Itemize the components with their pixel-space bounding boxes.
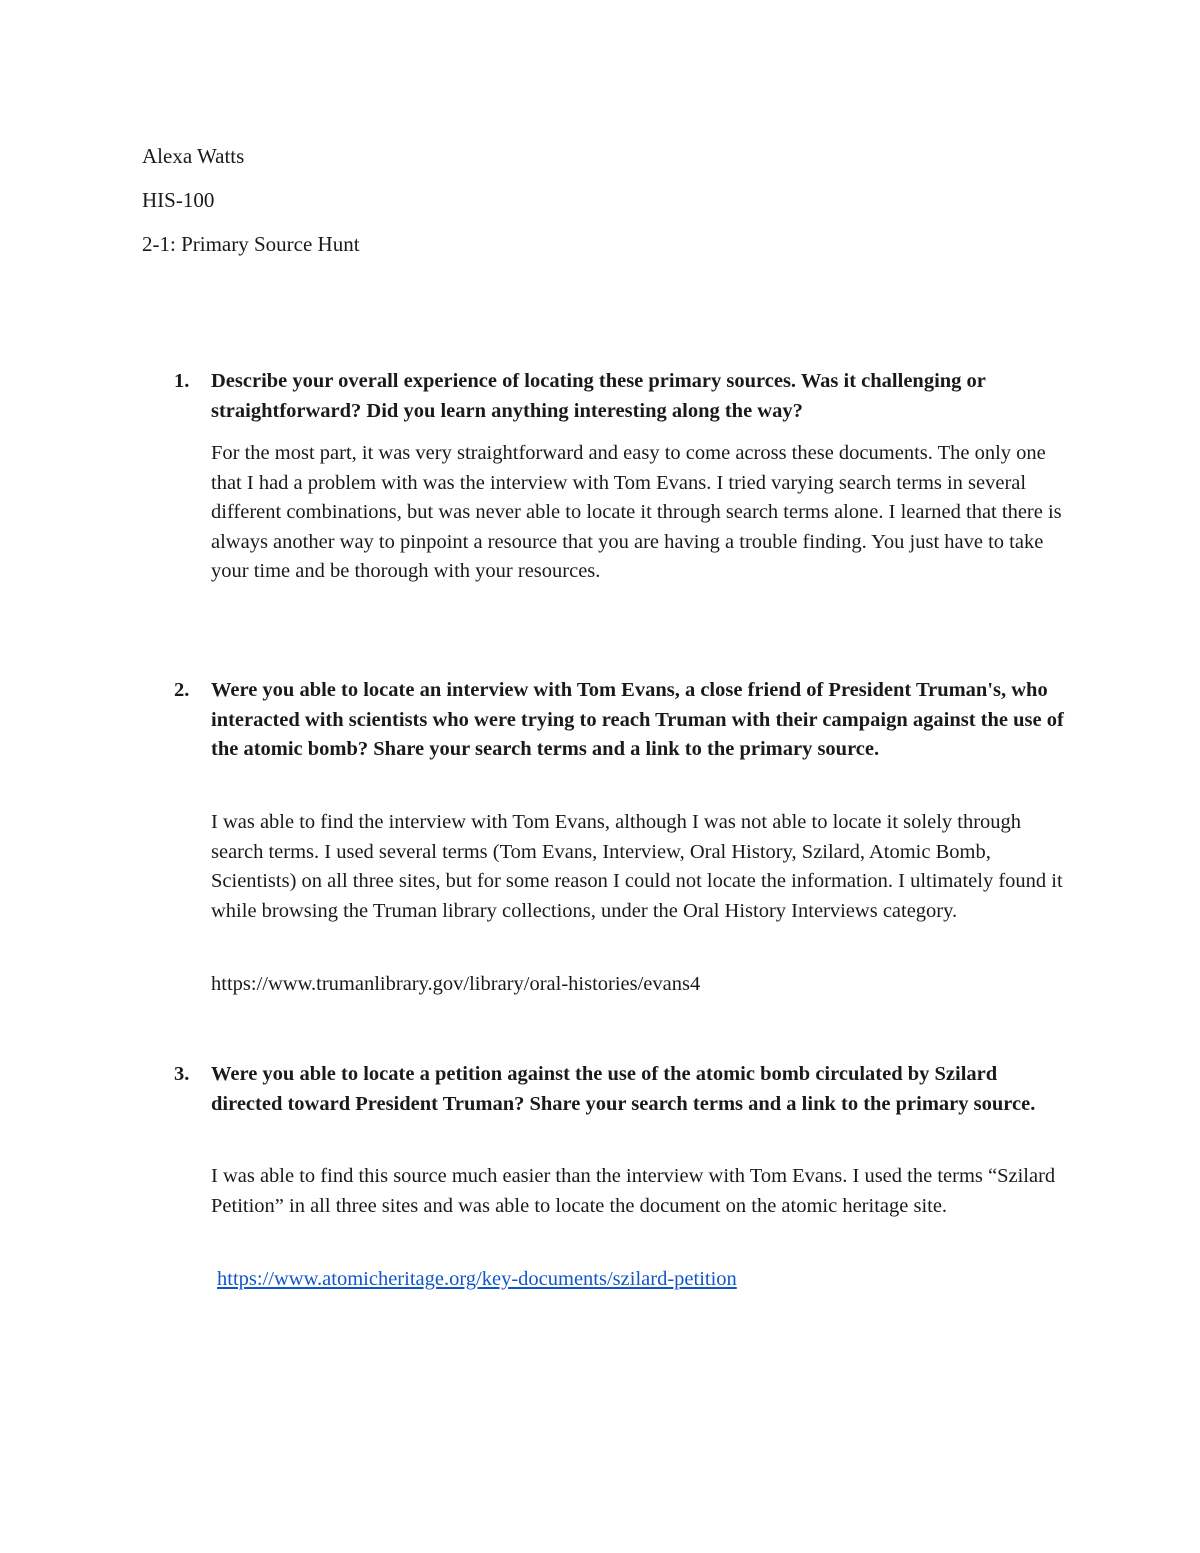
question-text: Were you able to locate a petition against the use of the atomic bomb circulated by Szilard directed toward President Truman? Share your search terms and a link to the primary source. <box>211 1063 1036 1115</box>
source-url-link[interactable]: https://www.atomicheritage.org/key-documents/szilard-petition <box>217 1268 737 1290</box>
answer-text: I was able to find the interview with Tom Evans, although I was not able to locate it solely through search terms. I used several terms (Tom Evans, Interview, Oral History, Szilard, Atomic Bomb, Scientists) on all three sites, but for some reason I could not locate the information. I ultimately found it while browsing the Truman library collections, under the Oral History Interviews category. <box>211 811 1063 922</box>
student-name: Alexa Watts <box>142 144 245 168</box>
source-url-text: https://www.trumanlibrary.gov/library/oral-histories/evans4 <box>211 973 701 995</box>
question-text: Were you able to locate an interview with Tom Evans, a close friend of President Truman's, who interacted with scientists who were trying to reach Truman with their campaign against the use of the atomic bomb? Share your search terms and a link to the primary source. <box>211 679 1064 760</box>
question-number: 1. <box>174 370 190 392</box>
answer-text: For the most part, it was very straightforward and easy to come across these documents. The only one that I had a problem with was the interview with Tom Evans. I tried varying search terms in several different combinations, but was never able to locate it through search terms alone. I learned that there is always another way to pinpoint a resource that you are having a trouble finding. You just have to take your time and be thorough with your resources. <box>211 442 1062 582</box>
question-number: 3. <box>174 1063 190 1085</box>
course-code: HIS-100 <box>142 188 215 212</box>
answer-text: I was able to find this source much easier than the interview with Tom Evans. I used the terms “Szilard Petition” in all three sites and was able to locate the document on the atomic heritage site. <box>211 1165 1056 1217</box>
question-number: 2. <box>174 679 190 701</box>
assignment-title: 2-1: Primary Source Hunt <box>142 232 360 256</box>
question-text: Describe your overall experience of locating these primary sources. Was it challenging or straightforward? Did you learn anything interesting along the way? <box>211 370 986 422</box>
